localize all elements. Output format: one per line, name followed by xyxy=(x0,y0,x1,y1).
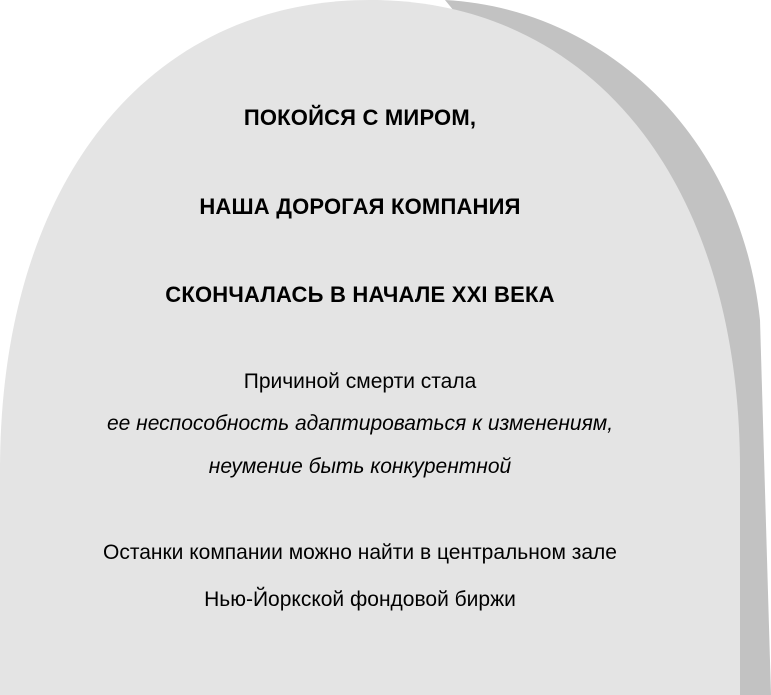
remains-location-line-1: Останки компании можно найти в центральном зале xyxy=(103,541,617,564)
cause-of-death-line-2: ее неспособность адаптироваться к изменениям, xyxy=(106,412,614,435)
remains-location-line-2: Нью-Йоркской фондовой биржи xyxy=(204,588,516,611)
epitaph-headline-line-1: ПОКОЙСЯ С МИРОМ, xyxy=(243,105,477,130)
epitaph-headline-line-2: НАША ДОРОГАЯ КОМПАНИЯ xyxy=(199,194,521,219)
cause-of-death-line-1: Причиной смерти стала xyxy=(243,370,477,393)
epitaph-headline-line-3: СКОНЧАЛАСЬ В НАЧАЛЕ XXI ВЕКА xyxy=(165,282,555,307)
cause-of-death-line-3: неумение быть конкурентной xyxy=(208,455,512,478)
